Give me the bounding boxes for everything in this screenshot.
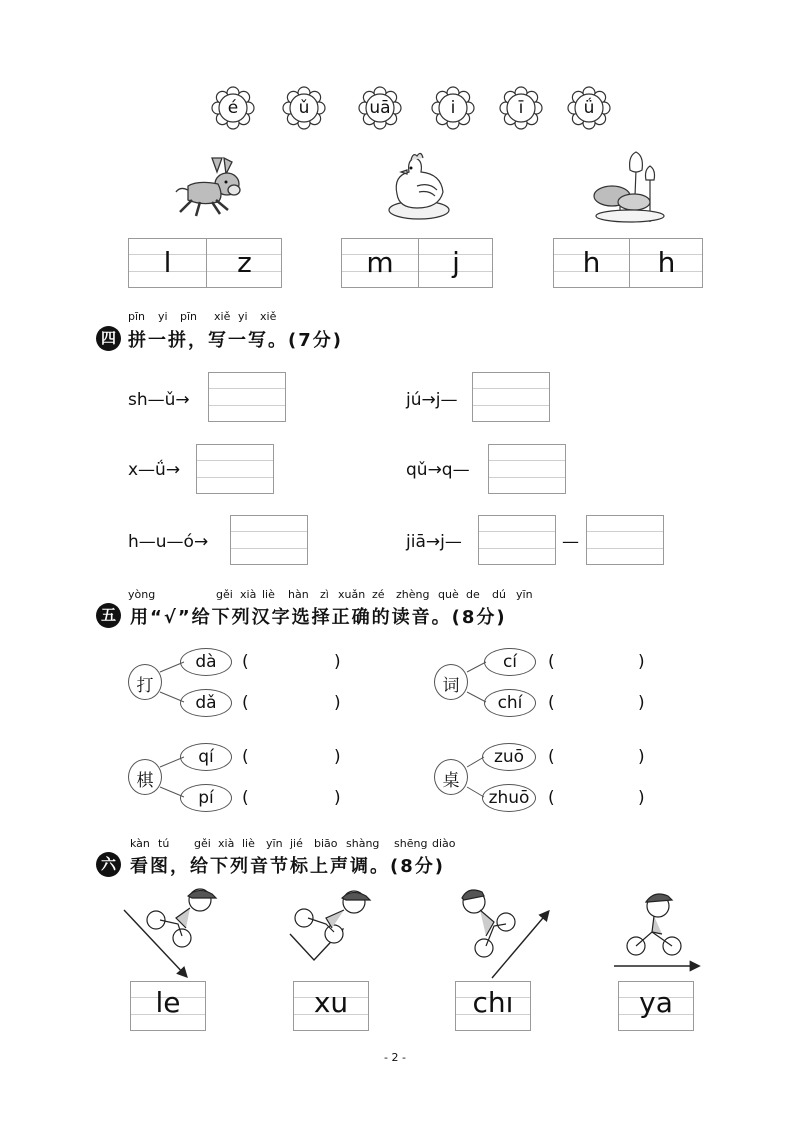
section-title: 用“√”给下列汉字选择正确的读音。(8分) [130,607,507,628]
syllable-text: le [155,986,181,1019]
pinyin-annotation: de [466,588,480,601]
pinyin-option: chí [497,693,523,713]
pinyin-option: zhuō [488,788,530,808]
answer-paren-close: ) [334,788,341,808]
flower-text: ī [518,98,524,118]
flower-text: ǔ [298,98,310,118]
pinyin-option: dà [195,652,217,672]
pinyin-annotation: tú [158,837,170,850]
pinyin-annotation: dú [492,588,506,601]
pinyin-annotation: shēng [394,837,428,850]
hanzi-character: 词 [442,676,460,696]
pinyin-annotation: gěi [216,588,233,601]
section-number-badge: 五 [96,603,121,628]
answer-paren-close: ) [638,652,645,672]
answer-paren-close: ) [334,747,341,767]
answer-cell-text: j [452,246,460,279]
flower-text: i [450,98,456,118]
pinyin-annotation: jié [290,837,303,850]
pinyin-annotation: hàn [288,588,309,601]
answer-paren-open[interactable]: ( [242,693,249,713]
page-number: - 2 - [384,1051,406,1064]
pinyin-option: dǎ [195,693,217,713]
pinyin-annotation: zé [372,588,385,601]
answer-paren-close: ) [334,652,341,672]
question-prompt: jú→j— [406,390,458,410]
pinyin-annotation: pīn [180,310,198,323]
hanzi-character: 打 [136,676,154,696]
pinyin-annotation: xiě [214,310,231,323]
answer-paren-open[interactable]: ( [548,652,555,672]
pinyin-annotation: yòng [128,588,156,601]
pinyin-annotation: liè [242,837,255,850]
section-title: 看图，给下列音节标上声调。(8分) [130,856,445,877]
answer-cell-text: m [366,246,394,279]
hanzi-character: 棋 [136,771,154,791]
pinyin-annotation: xiě [260,310,277,323]
answer-paren-open[interactable]: ( [242,747,249,767]
pinyin-annotation: què [438,588,459,601]
pinyin-option: pí [198,788,214,808]
pinyin-option: zuō [493,747,525,767]
pinyin-annotation: xià [240,588,257,601]
answer-cell-text: h [657,246,676,279]
section-number-badge: 四 [96,326,121,351]
answer-paren-close: ) [638,747,645,767]
tone-illustrations [118,882,718,982]
pinyin-annotation: shàng [346,837,380,850]
syllable-text: xu [313,986,349,1019]
flower-text: ǘ [583,98,595,118]
answer-cell-text: l [163,246,172,279]
answer-paren-close: ) [638,693,645,713]
question-prompt: h—u—ó→ [128,532,209,552]
question-prompt: jiā→j— [406,532,462,552]
pinyin-option: cí [502,652,518,672]
pinyin-annotation: yīn [266,837,283,850]
section-number-badge: 六 [96,852,121,877]
answer-cell-text: z [237,246,252,279]
pinyin-annotation: zì [320,588,329,601]
answer-cell-text: h [582,246,601,279]
answer-paren-open[interactable]: ( [548,788,555,808]
syllable-text: ya [639,986,673,1019]
question-prompt: sh—ǔ→ [128,390,190,410]
question-prompt: qǔ→q— [406,460,470,480]
syllable-text: chı [472,986,514,1019]
flower-text: é [227,98,239,118]
pinyin-annotation: pīn [128,310,146,323]
pinyin-annotation: biāo [314,837,338,850]
answer-paren-open[interactable]: ( [548,693,555,713]
pinyin-annotation: kàn [130,837,150,850]
answer-paren-open[interactable]: ( [242,652,249,672]
answer-paren-open[interactable]: ( [548,747,555,767]
pinyin-annotation: xià [218,837,235,850]
pinyin-annotation: yi [238,310,248,323]
pinyin-annotation: xuǎn [338,588,366,601]
answer-paren-close: ) [638,788,645,808]
pinyin-annotation: yīn [516,588,533,601]
separator-dash: — [562,532,579,552]
pinyin-annotation: liè [262,588,275,601]
hanzi-character: 桌 [442,771,460,791]
answer-paren-close: ) [334,693,341,713]
pinyin-annotation: diào [432,837,456,850]
pinyin-option: qí [198,747,214,767]
answer-paren-open[interactable]: ( [242,788,249,808]
pinyin-annotation: yi [158,310,168,323]
section-title: 拼一拼，写一写。(7分) [128,330,343,351]
pinyin-annotation: gěi [194,837,211,850]
question-prompt: x—ǘ→ [128,460,181,480]
pinyin-annotation: zhèng [396,588,430,601]
flower-text: uā [369,98,391,118]
